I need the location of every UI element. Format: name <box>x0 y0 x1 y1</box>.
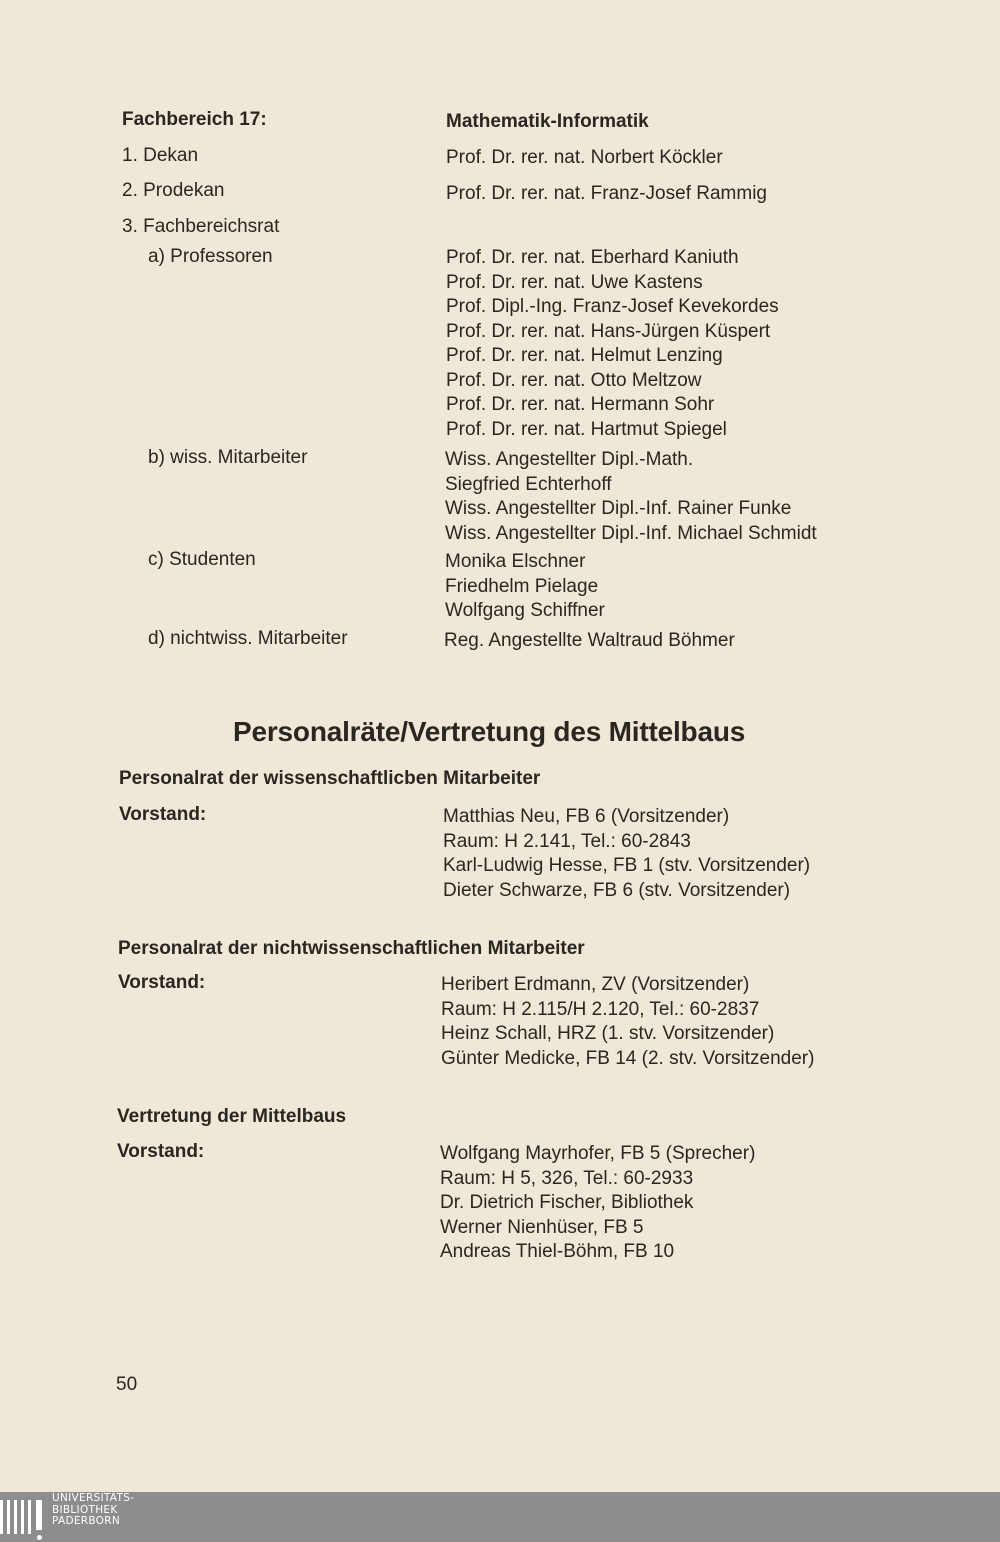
list-item: Siegfried Echterhoff <box>445 473 612 495</box>
list-item: Monika Elschner <box>445 551 586 572</box>
list-item: Matthias Neu, FB 6 (Vorsitzender) <box>443 806 730 827</box>
dean-name: Prof. Dr. rer. nat. Norbert Köckler <box>446 147 723 168</box>
library-name-line: PADERBORN <box>52 1515 120 1527</box>
list-item: Wiss. Angestellter Dipl.-Inf. Rainer Funke <box>445 498 792 519</box>
library-name-line: UNIVERSITÄTS- <box>52 1492 135 1504</box>
council-title: Personalrat der wissenschaftlicben Mitarbeiter <box>119 768 541 789</box>
list-item: Heribert Erdmann, ZV (Vorsitzender) <box>441 974 750 995</box>
list-item: Prof. Dipl.-Ing. Franz-Josef Kevekordes <box>446 296 779 317</box>
list-item: Prof. Dr. rer. nat. Hartmut Spiegel <box>446 418 727 440</box>
list-item: Raum: H 2.141, Tel.: 60-2843 <box>443 830 691 852</box>
list-item: Wiss. Angestellter Dipl.-Inf. Michael Schmidt <box>445 522 817 544</box>
list-item: Reg. Angestellte Waltraud Böhmer <box>444 630 735 651</box>
list-item: Prof. Dr. rer. nat. Uwe Kastens <box>446 271 703 293</box>
board-members-list <box>443 805 810 903</box>
footer-bar <box>0 1492 1000 1542</box>
board-label: Vorstand: <box>118 972 206 993</box>
faculty-council-label: 3. Fachbereichsrat <box>122 216 280 237</box>
list-item: Prof. Dr. rer. nat. Otto Meltzow <box>446 369 702 391</box>
professors-list <box>446 246 779 442</box>
list-item: Dr. Dietrich Fischer, Bibliothek <box>440 1192 694 1213</box>
list-item: Wiss. Angestellter Dipl.-Math. <box>445 449 694 470</box>
scientific-staff-list <box>445 448 817 546</box>
department-label: Fachbereich 17: <box>122 109 267 130</box>
students-list <box>445 550 605 624</box>
list-item: Karl-Ludwig Hesse, FB 1 (stv. Vorsitzender) <box>443 855 811 876</box>
list-item: Prof. Dr. rer. nat. Eberhard Kaniuth <box>446 247 739 268</box>
dean-label: 1. Dekan <box>122 145 199 166</box>
list-item: Prof. Dr. rer. nat. Hans-Jürgen Küspert <box>446 320 771 342</box>
students-label: c) Studenten <box>148 549 256 570</box>
vice-dean-name: Prof. Dr. rer. nat. Franz-Josef Rammig <box>446 183 767 204</box>
list-item: Raum: H 5, 326, Tel.: 60-2933 <box>440 1167 694 1189</box>
scientific-staff-label: b) wiss. Mitarbeiter <box>148 447 308 468</box>
board-label: Vorstand: <box>119 804 207 825</box>
vice-dean-label: 2. Prodekan <box>122 180 225 201</box>
list-item: Raum: H 2.115/H 2.120, Tel.: 60-2837 <box>441 998 760 1020</box>
list-item: Andreas Thiel-Böhm, FB 10 <box>440 1241 675 1262</box>
board-members-list <box>440 1142 755 1265</box>
list-item: Werner Nienhüser, FB 5 <box>440 1216 644 1238</box>
board-label: Vorstand: <box>117 1141 205 1162</box>
list-item: Heinz Schall, HRZ (1. stv. Vorsitzender) <box>441 1023 775 1044</box>
board-members-list <box>441 973 814 1071</box>
list-item: Friedhelm Pielage <box>445 575 599 597</box>
council-title: Personalrat der nichtwissenschaftlichen Mitarbeiter <box>118 938 585 959</box>
council-title: Vertretung der Mittelbaus <box>117 1106 347 1127</box>
page-number: 50 <box>116 1374 138 1395</box>
list-item: Wolfgang Mayrhofer, FB 5 (Sprecher) <box>440 1143 756 1164</box>
logo-dot-icon <box>37 1535 42 1540</box>
non-scientific-staff-list <box>444 629 735 654</box>
list-item: Dieter Schwarze, FB 6 (stv. Vorsitzender) <box>443 879 791 901</box>
list-item: Wolfgang Schiffner <box>445 600 605 621</box>
non-scientific-staff-label: d) nichtwiss. Mitarbeiter <box>148 628 348 649</box>
department-name: Mathematik-Informatik <box>446 111 649 132</box>
list-item: Günter Medicke, FB 14 (2. stv. Vorsitzender) <box>441 1047 815 1069</box>
section-heading: Personalräte/Vertretung des Mittelbaus <box>233 716 746 747</box>
list-item: Prof. Dr. rer. nat. Hermann Sohr <box>446 394 715 415</box>
library-name-line: BIBLIOTHEK <box>52 1503 118 1516</box>
list-item: Prof. Dr. rer. nat. Helmut Lenzing <box>446 345 723 366</box>
professors-label: a) Professoren <box>148 246 273 267</box>
library-name <box>52 1493 134 1528</box>
